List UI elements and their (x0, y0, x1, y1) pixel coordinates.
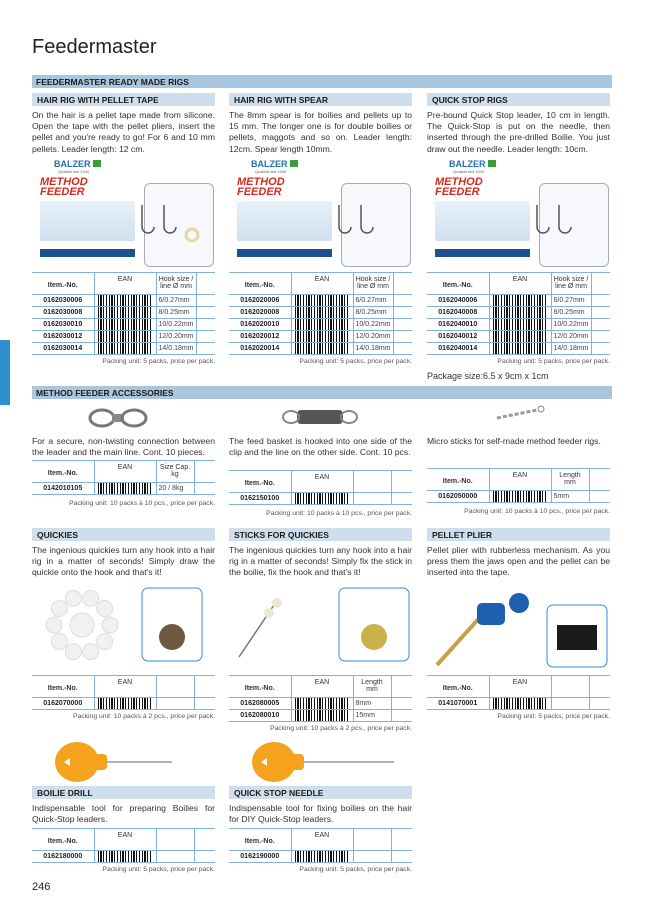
column-header: Item.-No. (427, 469, 489, 491)
packing-unit: Packing unit: 5 packs, price per pack. (102, 866, 215, 873)
barcode-icon (98, 295, 153, 306)
item-number: 0162020008 (229, 307, 291, 319)
ean-barcode (291, 331, 353, 343)
empty-cell (391, 698, 412, 710)
product-description: For a secure, non-twisting connection between the leader and the main line. Cont. 10 pieces. (32, 436, 215, 458)
spec-value: 8/0.25mm (353, 307, 393, 319)
product-table (229, 272, 412, 355)
spec-value: 10/0.22mm (353, 319, 393, 331)
empty-cell (196, 319, 215, 331)
column-header: EAN (489, 469, 551, 491)
ean-barcode (291, 343, 353, 355)
packing-unit: Packing unit: 5 packs, price per pack. (497, 358, 610, 365)
product-description: Micro sticks for self-made method feeder rigs. (427, 436, 601, 446)
product-title: HAIR RIG WITH PELLET TAPE (32, 93, 215, 106)
table-row (229, 307, 412, 319)
column-header: Length mm (551, 469, 589, 491)
product-image-needle (229, 740, 412, 784)
table-row (32, 331, 215, 343)
ean-barcode (489, 491, 551, 503)
column-header: EAN (94, 461, 156, 483)
empty-cell (591, 331, 610, 343)
spec-value: 6/0.27mm (551, 295, 591, 307)
spec-value (353, 851, 391, 863)
ean-barcode (291, 851, 353, 863)
item-number: 0162180000 (32, 851, 94, 863)
empty-cell (393, 343, 412, 355)
packing-unit: Packing unit: 10 packs à 10 pcs., price per pack. (69, 500, 215, 507)
product-table (229, 828, 412, 863)
product-description: Indispensable tool for fixing boilies on the hair for DIY Quick-Stop leaders. (229, 803, 412, 825)
spec-value: 12/0.20mm (156, 331, 196, 343)
empty-cell (194, 851, 215, 863)
package-size: Package size:6.5 x 9cm x 1cm (427, 371, 549, 381)
item-number: 0162030008 (32, 307, 94, 319)
barcode-icon (98, 319, 153, 330)
product-table (427, 675, 610, 710)
ean-barcode (94, 698, 156, 710)
barcode-icon (493, 698, 548, 709)
product-table (32, 460, 215, 495)
column-header: Item.-No. (229, 676, 291, 698)
table-row (32, 295, 215, 307)
packing-unit: Packing unit: 5 packs, price per pack. (299, 866, 412, 873)
product-description: Pre-bound Quick Stop leader, 10 cm in length. The Quick-Stop is put on the needle, then inserted through the pre-drilled Boilie. You just draw out the needle. Leader length: 10cm. (427, 110, 610, 154)
empty-cell (393, 319, 412, 331)
column-header: EAN (291, 471, 353, 493)
table-header (32, 273, 215, 295)
product-image-quickie (32, 585, 215, 665)
product-table (427, 468, 610, 503)
column-header: EAN (489, 273, 551, 295)
ean-barcode (489, 295, 551, 307)
column-header (194, 461, 215, 483)
table-row (229, 710, 412, 722)
ean-barcode (94, 483, 156, 495)
item-number: 0162080010 (229, 710, 291, 722)
column-header: Item.-No. (229, 273, 291, 295)
column-header: EAN (291, 273, 353, 295)
item-number: 0162020010 (229, 319, 291, 331)
spec-value: 14/0.18mm (156, 343, 196, 355)
product-line-logo: METHOD FEEDER (435, 176, 483, 198)
barcode-icon (98, 851, 153, 862)
table-row (427, 331, 610, 343)
product-description: The feed basket is hooked into one side of the clip and the line on the other side. Cont. 10 pcs. (229, 436, 412, 458)
column-header: Item.-No. (229, 829, 291, 851)
empty-cell (591, 307, 610, 319)
barcode-icon (295, 851, 350, 862)
barcode-icon (493, 295, 548, 306)
barcode-icon (295, 295, 350, 306)
barcode-icon (493, 331, 548, 342)
table-row (229, 343, 412, 355)
ean-barcode (489, 331, 551, 343)
empty-cell (196, 343, 215, 355)
hooks-icon (487, 195, 597, 245)
column-header (391, 676, 412, 698)
page-title: Feedermaster (32, 36, 157, 58)
product-title: QUICKIES (32, 528, 215, 541)
ean-barcode (291, 295, 353, 307)
empty-cell (591, 343, 610, 355)
column-header: EAN (291, 676, 353, 698)
packing-unit: Packing unit: 5 packs, price per pack. (102, 358, 215, 365)
table-row (229, 319, 412, 331)
item-number: 0162030012 (32, 331, 94, 343)
empty-cell (589, 491, 610, 503)
product-image-swivel (32, 404, 215, 432)
item-number: 0162070000 (32, 698, 94, 710)
table-row (32, 343, 215, 355)
table-header (229, 829, 412, 851)
table-row (427, 343, 610, 355)
spec-value (156, 698, 194, 710)
column-header (196, 273, 215, 295)
table-row (427, 491, 610, 503)
column-header (194, 829, 215, 851)
ean-barcode (94, 319, 156, 331)
column-header (391, 471, 412, 493)
column-header: EAN (489, 676, 551, 698)
packing-unit: Packing unit: 5 packs, price per pack. (497, 713, 610, 720)
product-title: BOILIE DRILL (32, 786, 215, 799)
barcode-icon (493, 307, 548, 318)
column-header (156, 676, 194, 698)
item-number: 0162040006 (427, 295, 489, 307)
item-number: 0141070001 (427, 698, 489, 710)
product-image-card (427, 155, 610, 268)
product-table (229, 470, 412, 505)
table-row (229, 295, 412, 307)
barcode-icon (98, 343, 153, 354)
section-header-accessories: METHOD FEEDER ACCESSORIES (32, 386, 612, 399)
product-title: QUICK STOP NEEDLE (229, 786, 412, 799)
product-description: The 8mm spear is for boilies and pellets up to 15 mm. The longer one is for double boilies or pellets, maggots and so on. Leader length: 12cm. Spear length 10mm. (229, 110, 412, 154)
empty-cell (196, 331, 215, 343)
product-description: Pellet plier with rubberless mechanism. As you press them the jaws open and the pellet can be inserted into the tape. (427, 545, 610, 578)
empty-cell (194, 698, 215, 710)
empty-cell (391, 493, 412, 505)
spec-value: 12/0.20mm (353, 331, 393, 343)
barcode-icon (295, 493, 350, 504)
product-image-stick (427, 404, 610, 424)
table-header (229, 676, 412, 698)
brand-tagline: Qualität seit 1949 (453, 169, 485, 174)
column-header: Item.-No. (32, 829, 94, 851)
ean-barcode (291, 698, 353, 710)
table-row (427, 307, 610, 319)
table-header (32, 461, 215, 483)
product-description: Indispensable tool for preparing Boilies for Quick-Stop leaders. (32, 803, 215, 825)
column-header: Item.-No. (32, 676, 94, 698)
table-header (229, 471, 412, 493)
table-row (427, 295, 610, 307)
table-row (32, 307, 215, 319)
column-header: Hook size / line Ø mm (353, 273, 393, 295)
spec-value (156, 851, 194, 863)
packing-unit: Packing unit: 10 packs à 2 pcs., price per pack. (72, 713, 215, 720)
ean-barcode (94, 343, 156, 355)
packing-unit: Packing unit: 10 packs à 2 pcs., price per pack. (269, 725, 412, 732)
product-image-card (32, 155, 215, 268)
column-header: Item.-No. (32, 461, 94, 483)
column-header (589, 469, 610, 491)
empty-cell (393, 295, 412, 307)
column-header (391, 829, 412, 851)
column-header (156, 829, 194, 851)
table-row (427, 319, 610, 331)
spec-value: 10/0.22mm (551, 319, 591, 331)
column-header (353, 829, 391, 851)
spec-value: 14/0.18mm (551, 343, 591, 355)
table-row (32, 698, 215, 710)
table-row (229, 493, 412, 505)
spec-value: 20 / 8kg (156, 483, 194, 495)
spec-value: 8/0.25mm (156, 307, 196, 319)
spec-value: 8/0.25mm (551, 307, 591, 319)
barcode-icon (295, 331, 350, 342)
brand-tagline: Qualität seit 1949 (58, 169, 90, 174)
column-header: Item.-No. (32, 273, 94, 295)
product-table (229, 675, 412, 722)
ean-barcode (94, 331, 156, 343)
ean-barcode (489, 307, 551, 319)
item-number: 0162190000 (229, 851, 291, 863)
column-header: Item.-No. (229, 471, 291, 493)
empty-cell (393, 307, 412, 319)
product-description: On the hair is a pellet tape made from silicone. Open the tape with the pellet pliers, insert the pellet and you're ready to go! For 6 and 10 mm pellets. Leader length: 12 cm. (32, 110, 215, 154)
product-image-stick2 (229, 585, 412, 665)
barcode-icon (493, 491, 548, 502)
item-number: 0142010105 (32, 483, 94, 495)
item-number: 0162150100 (229, 493, 291, 505)
table-row (229, 698, 412, 710)
product-image-clip (229, 398, 412, 434)
barcode-icon (98, 307, 153, 318)
product-image-plier (427, 585, 610, 670)
product-title: PELLET PLIER (427, 528, 610, 541)
item-number: 0162040014 (427, 343, 489, 355)
item-number: 0162030006 (32, 295, 94, 307)
brand-logo: BALZER (449, 159, 530, 169)
product-line-logo: METHOD FEEDER (40, 176, 88, 198)
table-row (229, 851, 412, 863)
product-table (32, 675, 215, 710)
product-title: STICKS FOR QUICKIES (229, 528, 412, 541)
product-description: The ingenious quickies turn any hook into a hair rig in a matter of seconds! Simply fix the stick in the boilie, fix the hook and that's it! (229, 545, 412, 578)
column-header: Hook size / line Ø mm (156, 273, 196, 295)
packing-unit: Packing unit: 5 packs, price per pack. (299, 358, 412, 365)
ean-barcode (291, 319, 353, 331)
brand-tagline: Qualität seit 1949 (255, 169, 287, 174)
table-row (32, 319, 215, 331)
column-header (589, 676, 610, 698)
spec-value: 6/0.27mm (156, 295, 196, 307)
barcode-icon (295, 710, 350, 721)
barcode-icon (295, 343, 350, 354)
packing-unit: Packing unit: 10 packs à 10 pcs., price per pack. (266, 510, 412, 517)
empty-cell (194, 483, 215, 495)
table-row (32, 851, 215, 863)
table-row (229, 331, 412, 343)
item-number: 0162050000 (427, 491, 489, 503)
spec-value (353, 493, 391, 505)
table-header (229, 273, 412, 295)
column-header: EAN (94, 273, 156, 295)
barcode-icon (98, 698, 153, 709)
brand-logo: BALZER (251, 159, 332, 169)
table-row (32, 483, 215, 495)
spec-value: 6/0.27mm (353, 295, 393, 307)
barcode-icon (98, 483, 153, 494)
item-number: 0162040010 (427, 319, 489, 331)
ean-barcode (94, 307, 156, 319)
empty-cell (391, 710, 412, 722)
page-number: 246 (32, 881, 51, 893)
barcode-icon (493, 343, 548, 354)
spec-value (551, 698, 589, 710)
column-header (551, 676, 589, 698)
spec-value: 15mm (353, 710, 391, 722)
section-header-rigs: FEEDERMASTER READY MADE RIGS (32, 75, 612, 88)
product-table (32, 828, 215, 863)
empty-cell (591, 319, 610, 331)
table-header (427, 273, 610, 295)
item-number: 0162040008 (427, 307, 489, 319)
ean-barcode (291, 493, 353, 505)
column-header (194, 676, 215, 698)
packing-unit: Packing unit: 10 packs à 10 pcs., price per pack. (464, 508, 610, 515)
column-header: Item.-No. (427, 273, 489, 295)
spec-value: 10/0.22mm (156, 319, 196, 331)
barcode-icon (295, 319, 350, 330)
ean-barcode (489, 343, 551, 355)
product-table (32, 272, 215, 355)
ean-barcode (489, 698, 551, 710)
barcode-icon (493, 319, 548, 330)
item-number: 0162030010 (32, 319, 94, 331)
product-line-logo: METHOD FEEDER (237, 176, 285, 198)
empty-cell (393, 331, 412, 343)
empty-cell (391, 851, 412, 863)
product-image-drill (32, 740, 215, 784)
ean-barcode (94, 851, 156, 863)
empty-cell (589, 698, 610, 710)
brand-logo: BALZER (54, 159, 135, 169)
column-header: EAN (291, 829, 353, 851)
barcode-icon (295, 698, 350, 709)
column-header (393, 273, 412, 295)
ean-barcode (94, 295, 156, 307)
item-number: 0162040012 (427, 331, 489, 343)
column-header (591, 273, 610, 295)
chapter-tab (0, 340, 10, 405)
empty-cell (196, 295, 215, 307)
empty-cell (196, 307, 215, 319)
spec-value: 14/0.18mm (353, 343, 393, 355)
column-header: Hook size / line Ø mm (551, 273, 591, 295)
product-description: The ingenious quickies turn any hook into a hair rig in a matter of seconds! Simply draw the quickie onto the hook and that's it! (32, 545, 215, 578)
item-number: 0162020014 (229, 343, 291, 355)
item-number: 0162020006 (229, 295, 291, 307)
item-number: 0162080005 (229, 698, 291, 710)
column-header: EAN (94, 829, 156, 851)
ean-barcode (489, 319, 551, 331)
ean-barcode (291, 307, 353, 319)
column-header: Size Cap. kg (156, 461, 194, 483)
column-header: Item.-No. (427, 676, 489, 698)
table-header (32, 829, 215, 851)
item-number: 0162030014 (32, 343, 94, 355)
table-header (32, 676, 215, 698)
hooks-icon (289, 195, 399, 245)
spec-value: 12/0.20mm (551, 331, 591, 343)
table-row (427, 698, 610, 710)
product-title: HAIR RIG WITH SPEAR (229, 93, 412, 106)
ean-barcode (291, 710, 353, 722)
table-header (427, 676, 610, 698)
barcode-icon (295, 307, 350, 318)
column-header: Length mm (353, 676, 391, 698)
column-header: EAN (94, 676, 156, 698)
item-number: 0162020012 (229, 331, 291, 343)
hooks-icon (92, 195, 202, 245)
product-title: QUICK STOP RIGS (427, 93, 610, 106)
column-header (353, 471, 391, 493)
empty-cell (591, 295, 610, 307)
barcode-icon (98, 331, 153, 342)
spec-value: 8mm (353, 698, 391, 710)
product-table (427, 272, 610, 355)
spec-value: 5mm (551, 491, 589, 503)
table-header (427, 469, 610, 491)
product-image-card (229, 155, 412, 268)
